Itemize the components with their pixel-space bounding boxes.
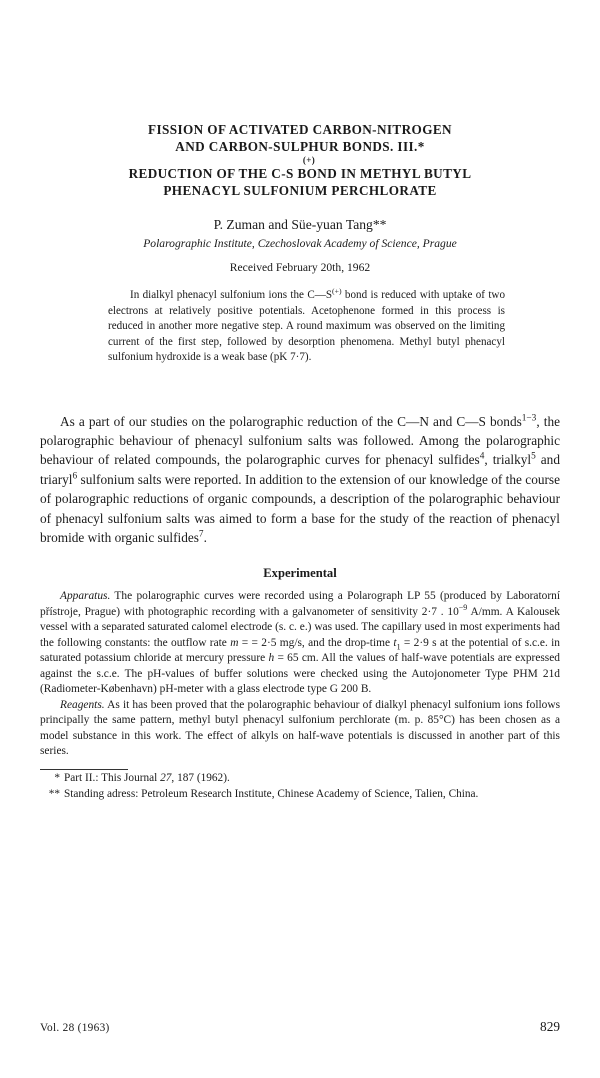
title-line-1: FISSION OF ACTIVATED CARBON-NITROGEN [148, 122, 452, 137]
abstract-text-2: bond is reduced with uptake of two electrons at relatively positive potentials. Acetophenone formed in this process is reduced in another more negative step. A round maximum was observed on the limiting current of the first step, followed by desorption phenomena. Methyl butyl phenacyl sulfonium hydroxide is a weak base (pK 7·7). [108, 289, 505, 363]
apparatus-paragraph [40, 589, 560, 698]
symbol-m: m [230, 636, 239, 649]
citation-ref: 5 [531, 451, 536, 462]
exponent: −9 [458, 603, 468, 613]
citation-ref: 7 [198, 529, 204, 540]
abstract [108, 288, 505, 366]
title-charge-mark: (+) [302, 155, 316, 165]
symbol-h: h [268, 652, 275, 665]
received-date: Received February 20th, 1962 [229, 261, 371, 274]
body-text: A/mm. A Kalousek vessel with a separated saturated calomel electrode (s. c. e.) was used. The capillary used in most experiments had the following constants: the outflow rate [40, 605, 560, 649]
abstract-charge: (+) [332, 286, 342, 296]
paper-title [40, 121, 560, 199]
intro-text: As a part of our studies on the polarographic reduction of the C—N and C—S bonds [60, 413, 522, 429]
intro-text: and triaryl [40, 452, 560, 487]
author-list: P. Zuman and Süe-yuan Tang** [213, 217, 387, 232]
footnote-mark: * [54, 771, 60, 784]
reagents-paragraph [40, 698, 560, 760]
subscript: 1 [396, 642, 401, 652]
introduction-paragraph [40, 412, 560, 548]
title-line-3: REDUCTION OF THE C-S BOND IN METHYL BUTYL [128, 166, 472, 181]
reagents-label: Reagents. [60, 698, 105, 711]
intro-text: . [203, 529, 207, 545]
symbol-t: t [393, 636, 397, 649]
footnote-text: , 187 (1962). [171, 771, 230, 784]
title-line-2: AND CARBON-SULPHUR BONDS. III.* [175, 139, 425, 154]
volume-info: Vol. 28 (1963) [40, 1022, 110, 1034]
footnote-text: Part II.: This Journal [64, 771, 161, 784]
journal-volume: 27 [160, 771, 172, 784]
apparatus-label: Apparatus. [60, 590, 111, 603]
page-footer [40, 1019, 560, 1035]
page-number: 829 [540, 1019, 560, 1034]
footnote-text: Standing adress: Petroleum Research Institute, Chinese Academy of Science, Talien, China. [64, 787, 479, 800]
footnote-mark: ** [48, 787, 60, 800]
citation-ref: 1−3 [521, 413, 537, 424]
intro-text: sulfonium salts were reported. In addition to the extension of our knowledge of the course of polarographic reductions of organic compounds, a description of the polarographic behaviour of phenacyl sulfonium salts was aimed to form a base for the study of the reaction of phenacyl bromide with organic sulfides [40, 471, 560, 545]
citation-ref: 4 [479, 451, 485, 462]
footnote-1 [40, 770, 560, 786]
footnote-2 [40, 786, 560, 802]
body-text: = 2·9 s at the potential of s.c.e. in saturated potassium chloride at mercury pressure [40, 636, 560, 665]
body-text: As it has been proved that the polarographic behaviour of dialkyl phenacyl sulfonium ions follows principally the same pattern, methyl butyl phenacyl sulfonium perchlorate (m. p. 85°C) has been chosen as a model substance in this work. The effect of alkyls on half-wave potentials is discussed in another part of this series. [40, 698, 560, 758]
affiliation: Polarographic Institute, Czechoslovak Academy of Science, Prague [143, 237, 457, 250]
intro-text: , the polarographic behaviour of phenacyl sulfonium salts was followed. Among the polarographic behaviour of related compounds, the polarographic curves for phenacyl sulfides [40, 413, 560, 468]
intro-text: , trialkyl [484, 452, 532, 468]
body-text: = = 2·5 mg/s, and the drop-time [238, 636, 394, 649]
body-text: = 65 cm. All the values of half-wave potentials are expressed against the s.c.e. The pH-values of buffer solutions were checked using the Autojonometer Type PHM 21d (Radiometer-København) pH-meter with a glass electrode type G 200 B. [40, 652, 560, 696]
section-heading-experimental: Experimental [263, 566, 337, 581]
title-line-4: PHENACYL SULFONIUM PERCHLORATE [163, 183, 437, 198]
paper-page [0, 121, 600, 1078]
citation-ref: 6 [72, 471, 78, 482]
abstract-text-1: In dialkyl phenacyl sulfonium ions the C—S [130, 289, 332, 301]
body-text: The polarographic curves were recorded using a Polarograph LP 55 (produced by Laboratorní přístroje, Prague) with photographic recording with a galvanometer of sensitivity 2·7 . 10 [40, 590, 560, 618]
